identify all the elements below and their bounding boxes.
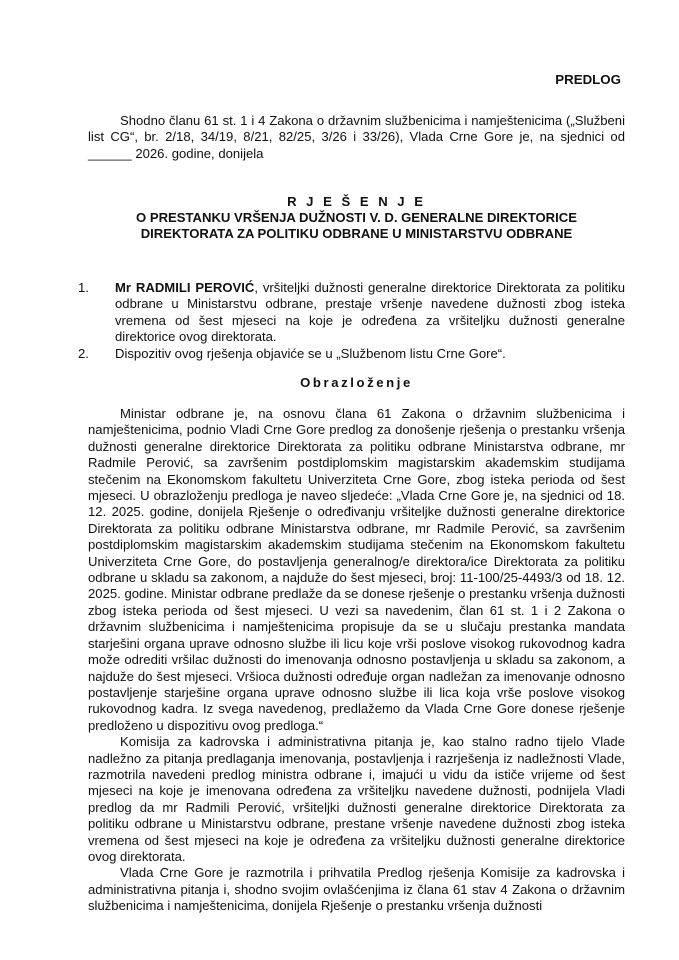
- dispositive-list: [78, 280, 625, 362]
- title-rjesenje: R J E Š E N J E: [287, 194, 426, 209]
- body-paragraph: Ministar odbrane je, na osnovu člana 61 Zakona o državnim službenicima i namještenicima, podnio Vladi Crne Gore predlog za donošenje rješenja o prestanku vršenja dužnosti generalne direktorice Direktorata za politiku odbrane Ministarstva odbrane, mr Radmile Perović, sa završenim postdiplomskim magistarskim akademskim studijama stečenim na Ekonomskom fakultetu Univerziteta Crne Gore, zbog isteka perioda od šest mjeseci. U obrazloženju predloga je naveo sljedeće: „Vlada Crne Gore je, na sjednici od 18. 12. 2025. godine, donijela Rješenje o određivanju vršiteljke dužnosti generalne direktorice Direktorata za politiku odbrane Ministarstva odbrane, mr Radmile Perović, sa završenim postdiplomskim magistarskim akademskim studijama stečenim na Ekonomskom fakultetu Univerziteta Crne Gore, do postavljenja generalnog/e direktora/ice Direktorata za politiku odbrane u skladu sa zakonom, a najduže do šest mjeseci, broj: 11-100/25-4493/3 od 18. 12. 2025. godine. Ministar odbrane predlaže da se donese rješenje o prestanku vršenja dužnosti zbog isteka perioda od šest mjeseci. U vezi sa navedenim, član 61 st. 1 i 2 Zakona o državnim službenicima i namještenicima propisuje da se u slučaju prestanka mandata starješini organa uprave odnosno službe ili licu koje vrši poslove visokog rukovodnog kadra može odrediti vršilac dužnosti do imenovanja odnosno postavljenja u skladu sa zakonom, a najduže do šest mjeseci. Vršioca dužnosti određuje organ nadležan za imenovanje odnosno postavljenje starješine organa uprave odnosno službe ili lica koja vrše poslove visokog rukovodnog kadra. Iz svega navedenog, predlažemo da Vlada Crne Gore donese rješenje predloženo u dispozitivu ovog predloga.“: [88, 406, 625, 733]
- list-item-number: 2.: [78, 345, 89, 361]
- predlog-label: PREDLOG: [555, 72, 621, 87]
- list-item: [78, 280, 625, 346]
- title-line-2: O PRESTANKU VRŠENJA DUŽNOSTI V. D. GENERALNE DIREKTORICE: [136, 210, 577, 226]
- list-item-number: 1.: [78, 280, 89, 295]
- obrazlozenje-heading: Obrazloženje: [300, 375, 413, 390]
- list-item: [78, 345, 625, 362]
- title-line-3: DIREKTORATA ZA POLITIKU ODBRANE U MINISTARSTVU ODBRANE: [140, 226, 573, 242]
- document-title: [88, 194, 625, 243]
- obrazlozenje-body: [88, 406, 625, 915]
- list-item-text: Dispozitiv ovog rješenja objaviće se u „Službenom listu Crne Gore“.: [115, 345, 506, 361]
- preamble-paragraph: Shodno članu 61 st. 1 i 4 Zakona o državnim službenicima i namještenicima („Službeni list CG“, br. 2/18, 34/19, 8/21, 82/25, 3/26 i 33/26), Vlada Crne Gore je, na sjednici od ______ 2026. godine, donijela: [88, 113, 625, 161]
- body-paragraph: Vlada Crne Gore je razmotrila i prihvatila Predlog rješenja Komisije za kadrovska i administrativna pitanja i, shodno svojim ovlašćenjima iz člana 61 stav 4 Zakona o državnim službenicima i namještenicima, donijela Rješenje o prestanku vršenja dužnosti: [88, 865, 625, 914]
- person-name: Mr RADMILI PEROVIĆ: [115, 280, 255, 295]
- body-paragraph: Komisija za kadrovska i administrativna pitanja je, kao stalno radno tijelo Vlade nadležno za pitanja predlaganja imenovanja, postavljenja i razrješenja iz nadležnosti Vlade, razmotrila navedeni predlog ministra odbrane i, imajući u vidu da ističe vrijeme od šest mjeseci na koje je imenovana određena za vršiteljku navedene dužnosti, podnijela Vladi predlog da mr Radmili Perović, vršiteljki dužnosti generalne direktorice Direktorata za politiku odbrane u Ministarstvu odbrane, prestane vršenje navedene dužnosti zbog isteka vremena od šest mjeseci na koje je određena za vršiteljku dužnosti generalne direktorice ovog direktorata.: [88, 734, 625, 864]
- list-item-text: , vršiteljki dužnosti generalne direktorice Direktorata za politiku odbrane u Ministarstvu odbrane, prestaje vršenje navedene dužnosti zbog isteka vremena od šest mjeseci na koje je određena za vršiteljku dužnosti generalne direktorice ovog direktorata.: [115, 280, 625, 345]
